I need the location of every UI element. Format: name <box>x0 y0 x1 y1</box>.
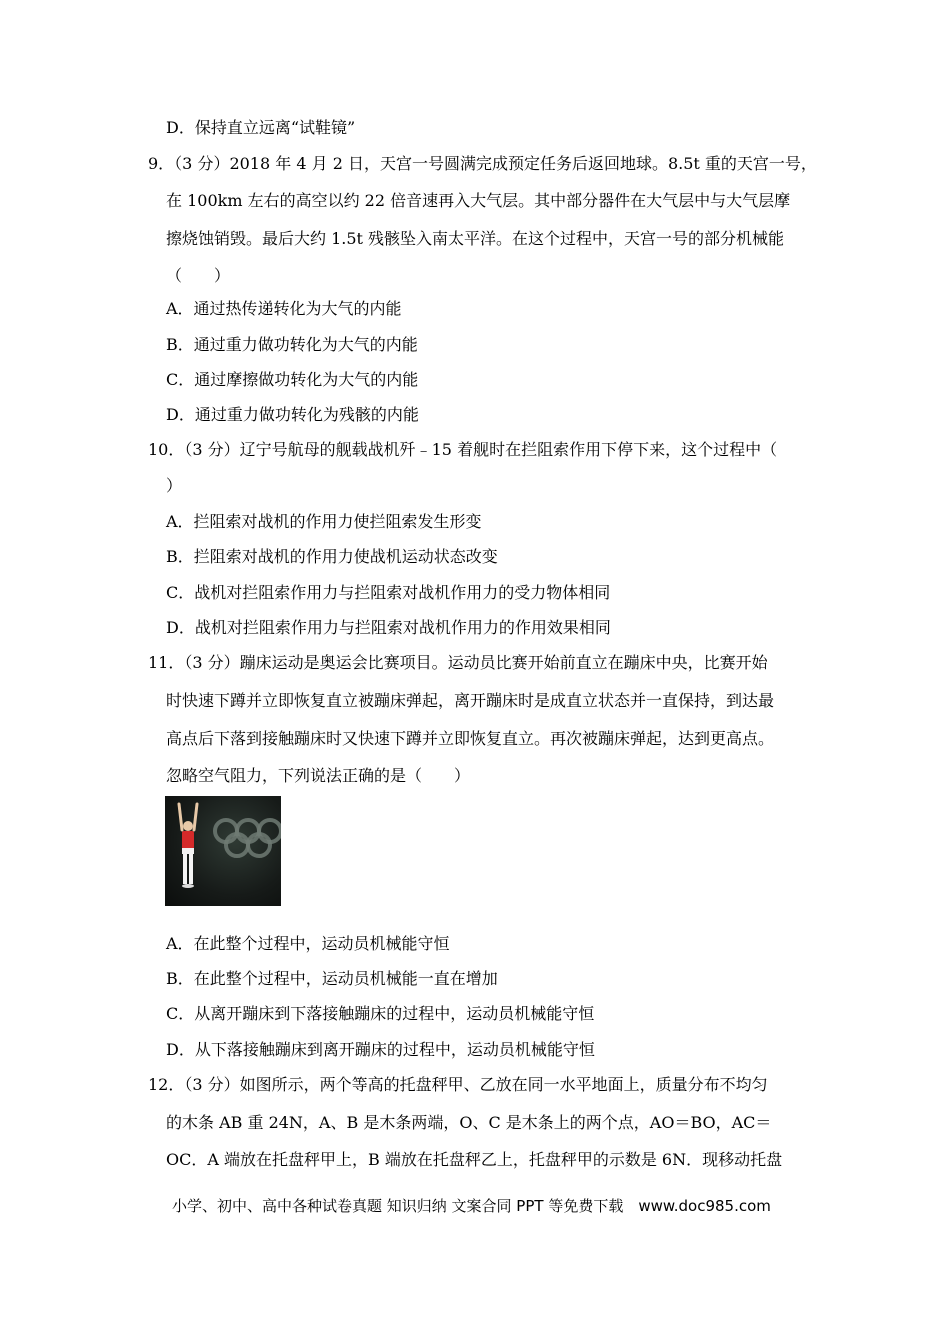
q11-option-b: B．在此整个过程中，运动员机械能一直在增加 <box>166 969 498 988</box>
q9-option-a: A．通过热传递转化为大气的内能 <box>166 299 402 318</box>
q10-stem-line2: ） <box>166 476 183 495</box>
q11-stem-line1: 11．（3 分）蹦床运动是奥运会比赛项目。运动员比赛开始前直立在蹦床中央，比赛开始 <box>148 653 768 672</box>
q9-option-c: C．通过摩擦做功转化为大气的内能 <box>166 370 419 389</box>
q9-stem-line1: 9．（3 分）2018 年 4 月 2 日，天宫一号圆满完成预定任务后返回地球。8.5t 重的天宫一号， <box>148 154 817 173</box>
q9-option-d: D．通过重力做功转化为残骸的内能 <box>166 405 419 424</box>
q9-answer-blank: （ ） <box>166 266 231 285</box>
q11-stem-line3: 高点后下落到接触蹦床时又快速下蹲并立即恢复直立。再次被蹦床弹起，达到更高点。 <box>166 729 775 748</box>
q10-option-a: A．拦阻索对战机的作用力使拦阻索发生形变 <box>166 512 482 531</box>
q10-option-d: D．战机对拦阻索作用力与拦阻索对战机作用力的作用效果相同 <box>166 618 611 637</box>
q8-option-d: D．保持直立远离“试鞋镜” <box>166 118 356 137</box>
q12-stem-line3: OC．A 端放在托盘秤甲上，B 端放在托盘秤乙上，托盘秤甲的示数是 6N．现移动托盘 <box>166 1150 783 1169</box>
trampoline-athlete-photo <box>165 796 281 906</box>
q12-stem-line1: 12．（3 分）如图所示，两个等高的托盘秤甲、乙放在同一水平地面上，质量分布不均匀 <box>148 1075 768 1094</box>
q10-option-c: C．战机对拦阻索作用力与拦阻索对战机作用力的受力物体相同 <box>166 583 611 602</box>
q11-stem-line2: 时快速下蹲并立即恢复直立被蹦床弹起，离开蹦床时是成直立状态并一直保持，到达最 <box>166 691 775 710</box>
q10-option-b: B．拦阻索对战机的作用力使战机运动状态改变 <box>166 547 498 566</box>
q11-option-a: A．在此整个过程中，运动员机械能守恒 <box>166 934 450 953</box>
q11-option-c: C．从离开蹦床到下落接触蹦床的过程中，运动员机械能守恒 <box>166 1004 595 1023</box>
q9-stem-line3: 擦烧蚀销毁。最后大约 1.5t 残骸坠入南太平洋。在这个过程中，天宫一号的部分机械能 <box>166 229 785 248</box>
q12-stem-line2: 的木条 AB 重 24N，A、B 是木条两端，O、C 是木条上的两个点，AO＝BO，AC＝ <box>166 1113 772 1132</box>
q9-stem-line2: 在 100km 左右的高空以约 22 倍音速再入大气层。其中部分器件在大气层中与大气层摩 <box>166 191 791 210</box>
footer-download-notice: 小学、初中、高中各种试卷真题 知识归纳 文案合同 PPT 等免费下载 www.doc985.com <box>172 1197 771 1215</box>
athlete-figure <box>165 796 281 906</box>
q9-option-b: B．通过重力做功转化为大气的内能 <box>166 335 418 354</box>
q10-stem-line1: 10．（3 分）辽宁号航母的舰载战机歼﹣15 着舰时在拦阻索作用下停下来，这个过程中（ <box>148 440 778 459</box>
q11-option-d: D．从下落接触蹦床到离开蹦床的过程中，运动员机械能守恒 <box>166 1040 595 1059</box>
q11-stem-line4: 忽略空气阻力，下列说法正确的是（ ） <box>166 766 471 785</box>
